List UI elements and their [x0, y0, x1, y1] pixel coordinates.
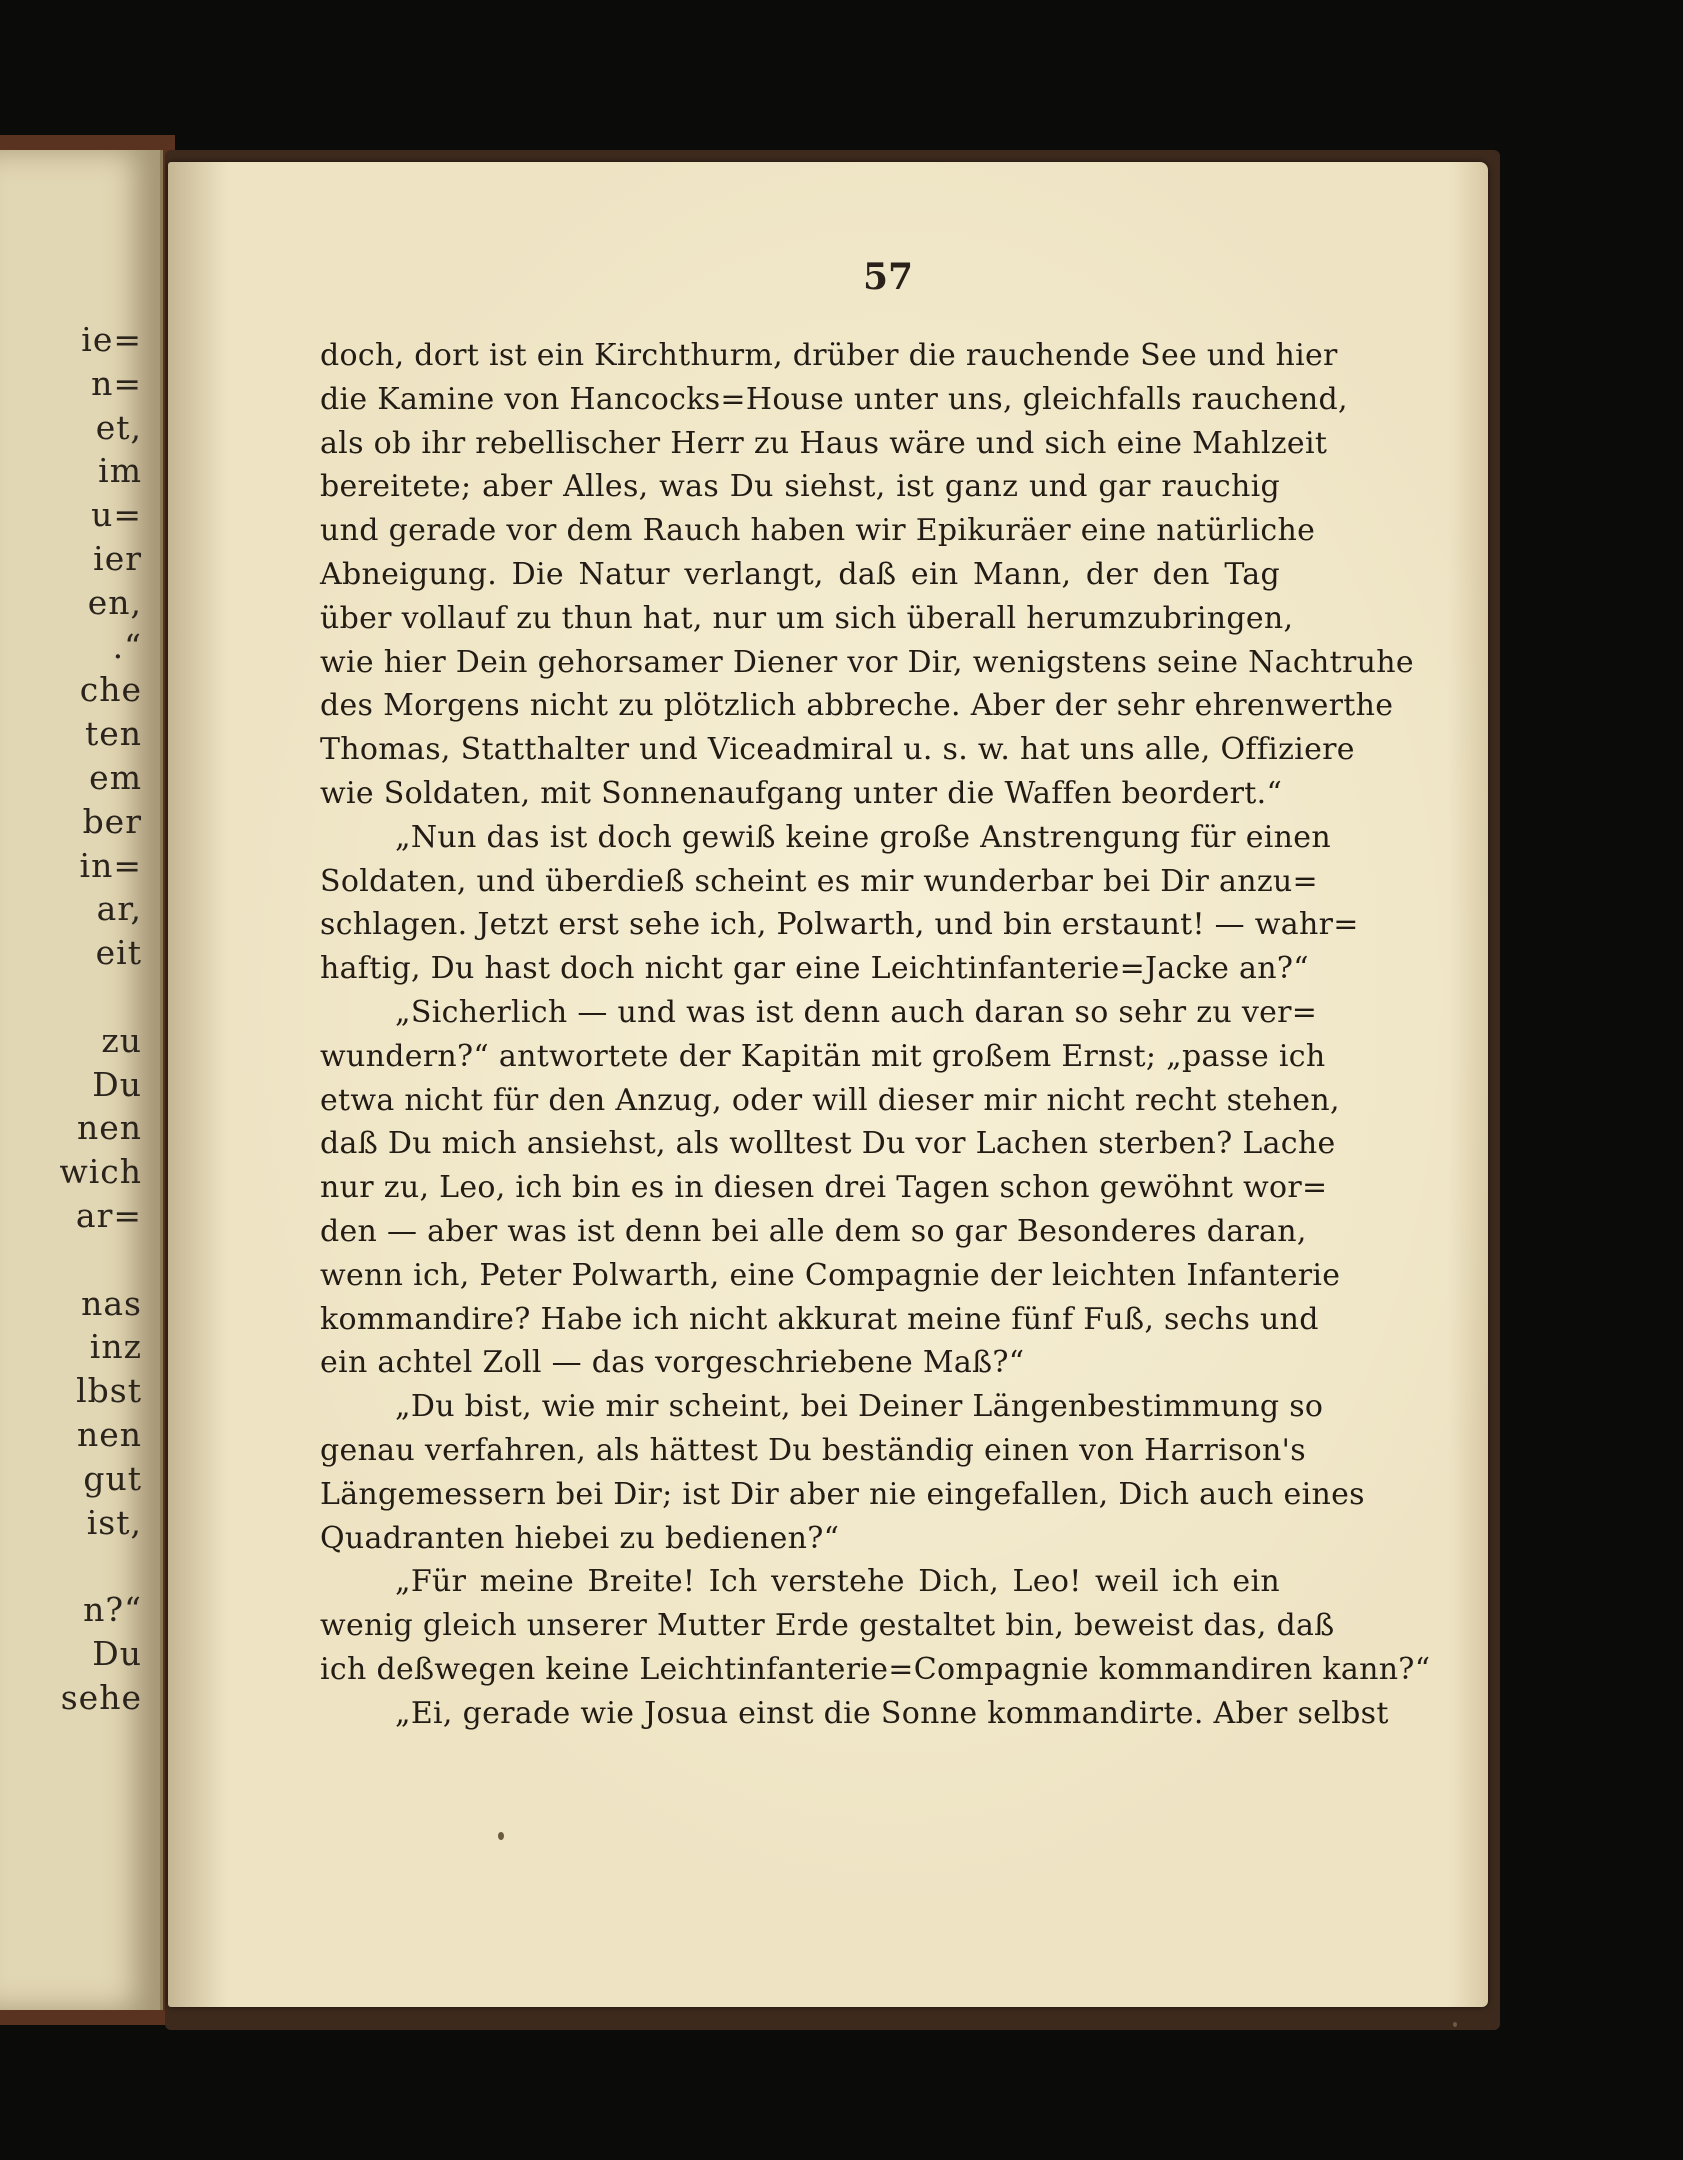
paper-speck: [1453, 2022, 1457, 2027]
left-page-text-fragment: ar,: [96, 889, 142, 929]
left-page-text-fragment: Du: [92, 1634, 142, 1673]
left-page-text-fragment: in=: [79, 845, 142, 885]
left-page-text-fragment: lbst: [76, 1371, 142, 1411]
left-page-text-fragment: nen: [76, 1415, 142, 1454]
left-page-text-fragment: che: [79, 670, 142, 710]
text-line: Abneigung. Die Natur verlangt, daß ein Mann, der den Tag: [320, 556, 1280, 592]
text-line: etwa nicht für den Anzug, oder will dieser mir nicht recht stehen,: [320, 1082, 1340, 1118]
text-line: ein achtel Zoll — das vorgeschriebene Maß?“: [320, 1345, 1025, 1381]
left-page-text-fragment: ie=: [81, 320, 142, 359]
text-line: „Für meine Breite! Ich verstehe Dich, Leo! weil ich ein: [395, 1564, 1280, 1600]
text-line: daß Du mich ansiehst, als wolltest Du vor Lachen sterben? Lache: [320, 1126, 1336, 1162]
text-line: nur zu, Leo, ich bin es in diesen drei Tagen schon gewöhnt wor=: [320, 1170, 1328, 1206]
left-page-text-fragment: inz: [89, 1327, 142, 1367]
left-page-text-fragment: n=: [91, 363, 142, 403]
text-line: doch, dort ist ein Kirchthurm, drüber die rauchende See und hier: [320, 338, 1338, 373]
left-page-text-fragment: .“: [112, 626, 142, 666]
text-line: des Morgens nicht zu plötzlich abbreche. Aber der sehr ehrenwerthe: [320, 688, 1394, 724]
text-line: die Kamine von Hancocks=House unter uns, gleichfalls rauchend,: [320, 381, 1348, 417]
left-page-text-fragment: nen: [76, 1108, 142, 1148]
left-page-text-fragment: im: [98, 451, 142, 491]
text-line: schlagen. Jetzt erst sehe ich, Polwarth, und bin erstaunt! — wahr=: [320, 907, 1359, 943]
left-page-text-fragment: sehe: [60, 1677, 142, 1717]
left-page-text-fragment: en,: [87, 582, 142, 622]
page-number: 57: [862, 256, 914, 298]
text-line: bereitete; aber Alles, was Du siehst, ist ganz und gar rauchig: [320, 469, 1280, 505]
text-line: über vollauf zu thun hat, nur um sich überall herumzubringen,: [320, 600, 1294, 636]
left-page-text-fragment: em: [89, 758, 142, 797]
paper-speck: [498, 1832, 504, 1840]
left-page: [0, 150, 163, 2010]
text-line: wenig gleich unserer Mutter Erde gestaltet bin, beweist das, daß: [320, 1608, 1335, 1644]
text-line: „Du bist, wie mir scheint, bei Deiner Längenbestimmung so: [395, 1389, 1324, 1425]
page-text: [320, 334, 1431, 1736]
text-line: haftig, Du hast doch nicht gar eine Leichtinfanterie=Jacke an?“: [320, 951, 1309, 987]
left-page-text-fragment: n?“: [83, 1590, 142, 1630]
left-page-text-fragment: gut: [83, 1458, 142, 1498]
text-line: ich deßwegen keine Leichtinfanterie=Compagnie kommandiren kann?“: [320, 1651, 1431, 1687]
text-line: „Nun das ist doch gewiß keine große Anstrengung für einen: [395, 819, 1331, 855]
left-page-text-fragment: u=: [91, 495, 142, 535]
text-line: und gerade vor dem Rauch haben wir Epikuräer eine natürliche: [320, 513, 1316, 549]
text-line: als ob ihr rebellischer Herr zu Haus wäre und sich eine Mahlzeit: [320, 425, 1328, 461]
left-page-text-fragment: eit: [95, 933, 142, 973]
text-line: kommandire? Habe ich nicht akkurat meine fünf Fuß, sechs und: [320, 1301, 1319, 1337]
left-page-text-fragment: wich: [59, 1152, 142, 1192]
text-line: Soldaten, und überdieß scheint es mir wunderbar bei Dir anzu=: [320, 863, 1318, 899]
left-page-text-fragment: zu: [101, 1020, 142, 1060]
left-page-text-fragment: ten: [84, 714, 142, 754]
text-line: wie hier Dein gehorsamer Diener vor Dir, wenigstens seine Nachtruhe: [320, 644, 1414, 680]
text-line: wundern?“ antwortete der Kapitän mit großem Ernst; „passe ich: [320, 1038, 1326, 1074]
text-line: „Ei, gerade wie Josua einst die Sonne kommandirte. Aber selbst: [395, 1695, 1389, 1731]
text-line: Thomas, Statthalter und Viceadmiral u. s. w. hat uns alle, Offiziere: [320, 732, 1355, 768]
left-page-text-fragment: ist,: [86, 1502, 142, 1542]
left-page-text-fragment: ar=: [75, 1196, 142, 1235]
left-page-text-fragment: Du: [92, 1064, 142, 1104]
left-page-text-fragment: et,: [95, 407, 142, 447]
book-page: [168, 162, 1488, 2007]
left-page-text-fragment: nas: [81, 1283, 142, 1323]
left-page-text-fragment: ber: [82, 801, 142, 841]
text-line: Längemessern bei Dir; ist Dir aber nie eingefallen, Dich auch eines: [320, 1476, 1365, 1512]
text-line: Quadranten hiebei zu bedienen?“: [320, 1520, 840, 1556]
text-line: wie Soldaten, mit Sonnenaufgang unter die Waffen beordert.“: [320, 775, 1283, 811]
text-line: den — aber was ist denn bei alle dem so gar Besonderes daran,: [320, 1213, 1307, 1249]
text-line: wenn ich, Peter Polwarth, eine Compagnie der leichten Infanterie: [320, 1257, 1341, 1293]
left-page-text-fragment: ier: [93, 539, 142, 578]
text-line: „Sicherlich — und was ist denn auch daran so sehr zu ver=: [395, 994, 1318, 1030]
text-line: genau verfahren, als hättest Du beständig einen von Harrison's: [320, 1432, 1306, 1468]
